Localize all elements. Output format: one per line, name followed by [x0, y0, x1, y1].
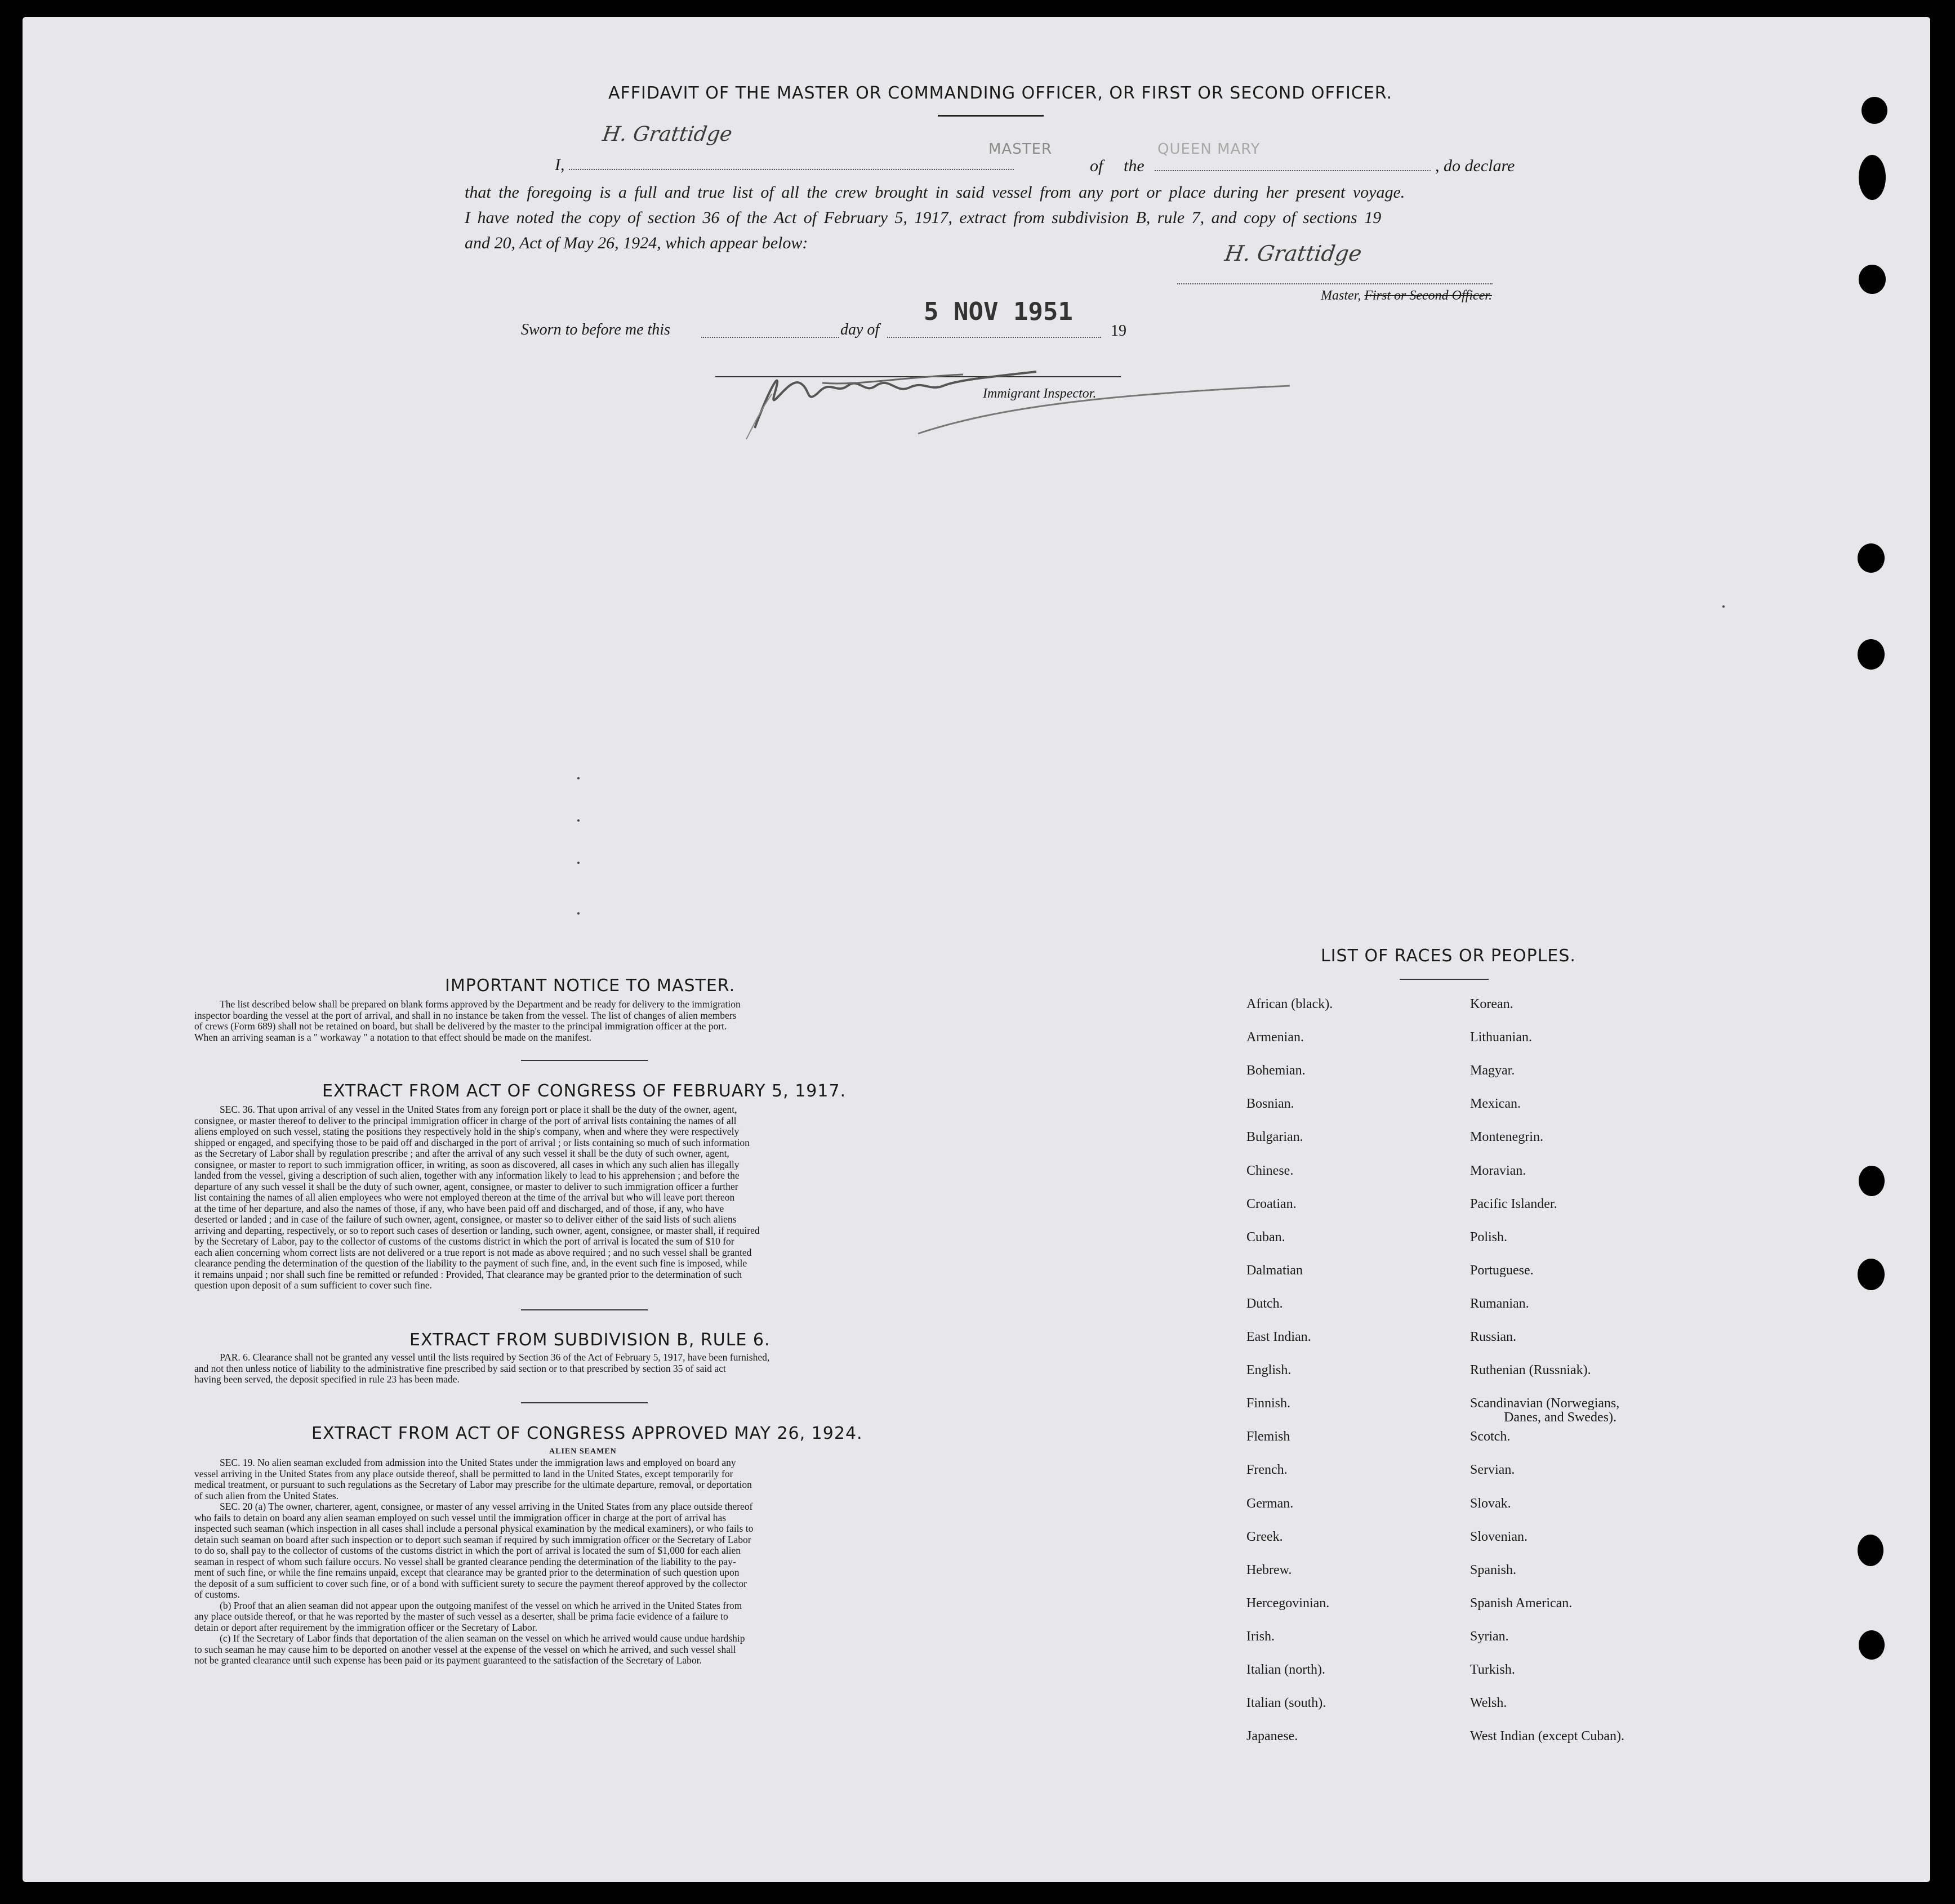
punch-hole	[1859, 155, 1886, 200]
extract-line: each alien concerning whom correct lists are not delivered or a true report is not made as above required ; and no such vessel shall be granted	[194, 1246, 752, 1258]
extract-line: of such alien from the United States.	[194, 1490, 339, 1501]
ship-fill-line	[1155, 170, 1431, 171]
race-item: Hercegovinian.	[1246, 1596, 1330, 1611]
race-item: Scandinavian (Norwegians,	[1470, 1396, 1620, 1411]
extract-line: having been served, the deposit specified in rule 23 has been made.	[194, 1374, 460, 1385]
extract-line: SEC. 20 (a) The owner, charterer, agent, consignee, or master of any vessel arriving in the United States from any place outside thereof	[220, 1501, 753, 1512]
race-item: Pacific Islander.	[1470, 1197, 1557, 1211]
notice-line: inspector boarding the vessel at the port of arrival, and shall in no instance be taken from the vessel. The list of changes of alien members	[194, 1009, 737, 1021]
race-item: French.	[1246, 1462, 1288, 1477]
extract-line: list containing the names of all alien employees who were not employed thereon at the time of the arrival but who will leave port thereon	[194, 1192, 735, 1203]
race-item: Spanish.	[1470, 1563, 1517, 1577]
extract-line: who fails to detain on board any alien seaman employed on such vessel until the immigration officer in charge at the port of arrival has	[194, 1511, 727, 1523]
race-item: Dalmatian	[1246, 1263, 1303, 1278]
section-rule	[521, 1309, 648, 1310]
extract-line: not be granted clearance until such expense has been paid or its payment guaranteed to the satisfaction of the Secretary of Labor.	[194, 1655, 702, 1666]
role-struck: First or Second Officer.	[1364, 288, 1492, 303]
day-of-label: day of	[840, 321, 880, 338]
extract-1917-title: EXTRACT FROM ACT OF CONGRESS OF FEBRUARY 5, 1917.	[322, 1081, 847, 1101]
role-master: Master,	[1321, 288, 1361, 303]
race-item: Armenian.	[1246, 1030, 1304, 1045]
extract-line: detain such seaman on board after such inspection or to deport such seaman if required by such immigration officer or the Secretary of Labor	[194, 1533, 751, 1545]
race-item: West Indian (except Cuban).	[1470, 1729, 1624, 1744]
race-item: Slovenian.	[1470, 1530, 1528, 1544]
race-item: Bohemian.	[1246, 1063, 1306, 1078]
extract-line: deserted or landed ; and in case of the failure of such owner, agent, consignee, or master so to deliver either of the said lists of such aliens	[194, 1214, 737, 1225]
affidavit-line-2: that the foregoing is a full and true list of all the crew brought in said vessel from any port or place during her present voyage.	[465, 183, 1405, 202]
notice-line: The list described below shall be prepared on blank forms approved by the Department and be ready for delivery to the immigration	[220, 998, 741, 1010]
date-stamp: 5 NOV 1951	[924, 297, 1073, 326]
stray-mark	[577, 819, 580, 822]
extract-line: ment of such fine, or while the fine remains unpaid, except that clearance may be granted prior to the determination of such question upon	[194, 1567, 740, 1578]
month-fill-line	[887, 337, 1101, 338]
races-rule	[1400, 979, 1489, 980]
ship-name-stamp: QUEEN MARY	[1157, 141, 1261, 158]
race-item: Bosnian.	[1246, 1096, 1294, 1111]
extract-line: shipped or engaged, and specifying those to be paid off and discharged in the port of arrival ; or lists containing so much of such information	[194, 1136, 750, 1148]
extract-line: the deposit of a sum sufficient to cover such fine, or of a bond with sufficient surety to secure the payment thereof approved by the collector	[194, 1577, 747, 1589]
sworn-label: Sworn to before me this	[521, 321, 670, 338]
race-item: Hebrew.	[1246, 1563, 1292, 1577]
extract-line: by the Secretary of Labor, pay to the collector of customs of the customs district in which the port of arrival is located the sum of $10 for	[194, 1236, 734, 1247]
punch-hole	[1858, 1259, 1885, 1290]
punch-hole	[1858, 543, 1885, 573]
extract-line: and not then unless notice of liability to the administrative fine prescribed by said section or to that prescribed by section 35 of said act	[194, 1362, 726, 1374]
the-label: the	[1124, 157, 1145, 175]
race-item: Flemish	[1246, 1429, 1290, 1444]
race-item: Italian (south).	[1246, 1696, 1326, 1710]
section-rule	[521, 1060, 648, 1061]
race-item: Finnish.	[1246, 1396, 1291, 1411]
stray-mark	[577, 777, 580, 779]
punch-hole	[1859, 265, 1886, 294]
race-item: Rumanian.	[1470, 1296, 1529, 1311]
race-item: Servian.	[1470, 1462, 1515, 1477]
extract-line: vessel arriving in the United States from any place outside thereof, shall be permitted to land in the United States, except temporarily for	[194, 1468, 733, 1479]
race-item: Russian.	[1470, 1330, 1517, 1344]
race-item: Japanese.	[1246, 1729, 1298, 1744]
affidavit-i-label: I,	[555, 155, 565, 174]
race-item: Cuban.	[1246, 1230, 1285, 1245]
punch-hole	[1862, 97, 1887, 124]
extract-line: any place outside thereof, or that he was reported by the master of such vessel as a deserter, shall be prima facie evidence of a failure to	[194, 1611, 728, 1622]
extract-line: SEC. 36. That upon arrival of any vessel in the United States from any foreign port or place it shall be the duty of the owner, agent,	[220, 1104, 737, 1115]
punch-hole	[1859, 1630, 1885, 1660]
extract-1924-body	[194, 1457, 753, 1666]
extract-line: question upon deposit of a sum sufficient to cover such fine.	[194, 1279, 433, 1291]
race-item: Portuguese.	[1470, 1263, 1534, 1278]
extract-1924-title: EXTRACT FROM ACT OF CONGRESS APPROVED MAY 26, 1924.	[311, 1424, 863, 1443]
stray-mark	[1722, 605, 1725, 608]
extract-line: arriving and departing, respectively, or so to report such cases of desertion or landing, such owner, agent, consignee, or master shall, if required	[194, 1224, 760, 1236]
stray-mark	[577, 912, 580, 915]
race-item: Korean.	[1470, 997, 1513, 1011]
race-item: German.	[1246, 1496, 1294, 1511]
extract-line: SEC. 19. No alien seaman excluded from admission into the United States under the immigration laws and employed on board any	[220, 1457, 736, 1468]
extract-line: at the time of her departure, and also the names of those, if any, who have been paid off and discharged, and of those, if any, who have	[194, 1202, 724, 1214]
punch-hole	[1858, 1535, 1883, 1566]
punch-hole	[1858, 639, 1885, 670]
race-item: English.	[1246, 1363, 1292, 1377]
race-item: Lithuanian.	[1470, 1030, 1532, 1045]
race-item: Mexican.	[1470, 1096, 1521, 1111]
signature-line	[1177, 283, 1493, 284]
alien-seamen-subhead: ALIEN SEAMEN	[549, 1447, 617, 1456]
race-item: Spanish American.	[1470, 1596, 1573, 1611]
extract-line: seaman in respect of whom such failure occurs. No vessel shall be granted clearance pending the determination of the liability to the pay-	[194, 1555, 736, 1567]
extract-line: to such seaman he may cause him to be deported on another vessel at the expense of the vessel on which he arrived, and such vessel shall	[194, 1643, 736, 1655]
extract-line: (b) Proof that an alien seaman did not appear upon the outgoing manifest of the vessel on which he arrived in the United States from	[220, 1599, 742, 1611]
race-item: African (black).	[1246, 997, 1333, 1011]
year-label: 19	[1111, 322, 1126, 340]
extract-line: (c) If the Secretary of Labor finds that deportation of the alien seaman on the vessel on which he arrived would cause undue hardship	[220, 1633, 745, 1644]
race-item: Syrian.	[1470, 1629, 1509, 1644]
race-item: Chinese.	[1246, 1163, 1294, 1178]
extract-line: PAR. 6. Clearance shall not be granted any vessel until the lists required by Section 36 of the Act of February 5, 1917, have been furnished,	[220, 1352, 770, 1363]
race-continuation: Danes, and Swedes).	[1504, 1410, 1616, 1425]
race-item: Greek.	[1246, 1530, 1283, 1544]
race-item: Montenegrin.	[1470, 1130, 1543, 1144]
extract-line: aliens employed on such vessel, stating the positions they respectively hold in the ship's company, when and where they were respectively	[194, 1126, 740, 1137]
race-item: East Indian.	[1246, 1330, 1311, 1344]
notice-line: of crews (Form 689) shall not be retained on board, but shall be delivered by the master to the principal immigration officer at the port.	[194, 1020, 727, 1032]
extract-rule6-body	[194, 1352, 769, 1385]
race-item: Magyar.	[1470, 1063, 1515, 1078]
declare-label: , do declare	[1435, 157, 1515, 175]
race-item: Dutch.	[1246, 1296, 1283, 1311]
race-item: Irish.	[1246, 1629, 1275, 1644]
inspector-label: Immigrant Inspector.	[983, 386, 1097, 401]
extract-line: detain or deport after requirement by the immigration officer or the Secretary of Labor.	[194, 1621, 538, 1633]
race-item: Turkish.	[1470, 1662, 1515, 1677]
race-item: Scotch.	[1470, 1429, 1511, 1444]
notice-line: When an arriving seaman is a " workaway " a notation to that effect should be made on the manifest.	[194, 1031, 591, 1043]
extract-line: landed from the vessel, giving a description of such alien, together with any information likely to lead to his apprehension ; and before the	[194, 1170, 740, 1181]
affidavit-line-3: I have noted the copy of section 36 of the Act of February 5, 1917, extract from subdivision B, rule 7, and copy of sections 19	[465, 208, 1382, 227]
title-rule	[938, 115, 1044, 117]
extract-1917-body	[194, 1104, 760, 1291]
race-item: Ruthenian (Russniak).	[1470, 1363, 1591, 1377]
race-item: Moravian.	[1470, 1163, 1526, 1178]
extract-line: to do so, shall pay to the collector of customs of the customs district in which the port of arrival is located the sum of $1,000 for each alien	[194, 1545, 741, 1556]
extract-line: departure of any such vessel it shall be the duty of such owner, agent, consignee, or master to deliver to such immigration officer a further	[194, 1180, 738, 1192]
section-rule	[521, 1402, 648, 1403]
extract-line: medical treatment, or pursuant to such regulations as the Secretary of Labor may prescribe for the ultimate departure, removal, or deportation	[194, 1479, 752, 1490]
extract-line: it remains unpaid ; nor shall such fine be remitted or refunded : Provided, That clearance may be granted prior to the determination of such	[194, 1268, 742, 1280]
extract-line: consignee, or master to report to such immigration officer, in writing, as soon as discovered, all cases in which any such alien has illegally	[194, 1158, 740, 1170]
notice-title: IMPORTANT NOTICE TO MASTER.	[445, 976, 736, 996]
punch-hole	[1859, 1166, 1885, 1196]
master-stamp: MASTER	[988, 141, 1053, 158]
signer-role	[1321, 288, 1492, 304]
notice-body	[194, 999, 974, 1043]
race-item: Polish.	[1470, 1230, 1508, 1245]
race-item: Bulgarian.	[1246, 1130, 1303, 1144]
race-item: Slovak.	[1470, 1496, 1511, 1511]
master-signature: H. Grattidge	[1223, 241, 1364, 266]
race-item: Italian (north).	[1246, 1662, 1325, 1677]
handwritten-name: H. Grattidge	[601, 123, 734, 146]
races-title: LIST OF RACES OR PEOPLES.	[1321, 946, 1576, 966]
extract-line: consignee, or master thereof to deliver to the principal immigration officer in charge of the port of arrival lists containing the names of all	[194, 1114, 737, 1126]
stray-mark	[577, 862, 580, 864]
race-item: Welsh.	[1470, 1696, 1507, 1710]
extract-line: inspected such seaman (which inspection in all cases shall include a personal physical examination by the medical examiners), or who fails to	[194, 1523, 754, 1534]
extract-line: as the Secretary of Labor shall by regulation prescribe ; and after the arrival of any such vessel it shall be the duty of such owner, agent,	[194, 1148, 729, 1159]
extract-line: clearance pending the determination of the question of the liability to the payment of such fine, and, in the event such fine is imposed, while	[194, 1258, 747, 1269]
name-fill-line	[569, 169, 1014, 170]
affidavit-title: AFFIDAVIT OF THE MASTER OR COMMANDING OFFICER, OR FIRST OR SECOND OFFICER.	[608, 83, 1393, 103]
extract-line: of customs.	[194, 1589, 240, 1600]
affidavit-line-4: and 20, Act of May 26, 1924, which appear below:	[465, 234, 808, 252]
of-label: of	[1090, 157, 1103, 175]
day-fill-line	[701, 337, 839, 338]
extract-rule6-title: EXTRACT FROM SUBDIVISION B, RULE 6.	[409, 1330, 771, 1350]
race-item: Croatian.	[1246, 1197, 1297, 1211]
